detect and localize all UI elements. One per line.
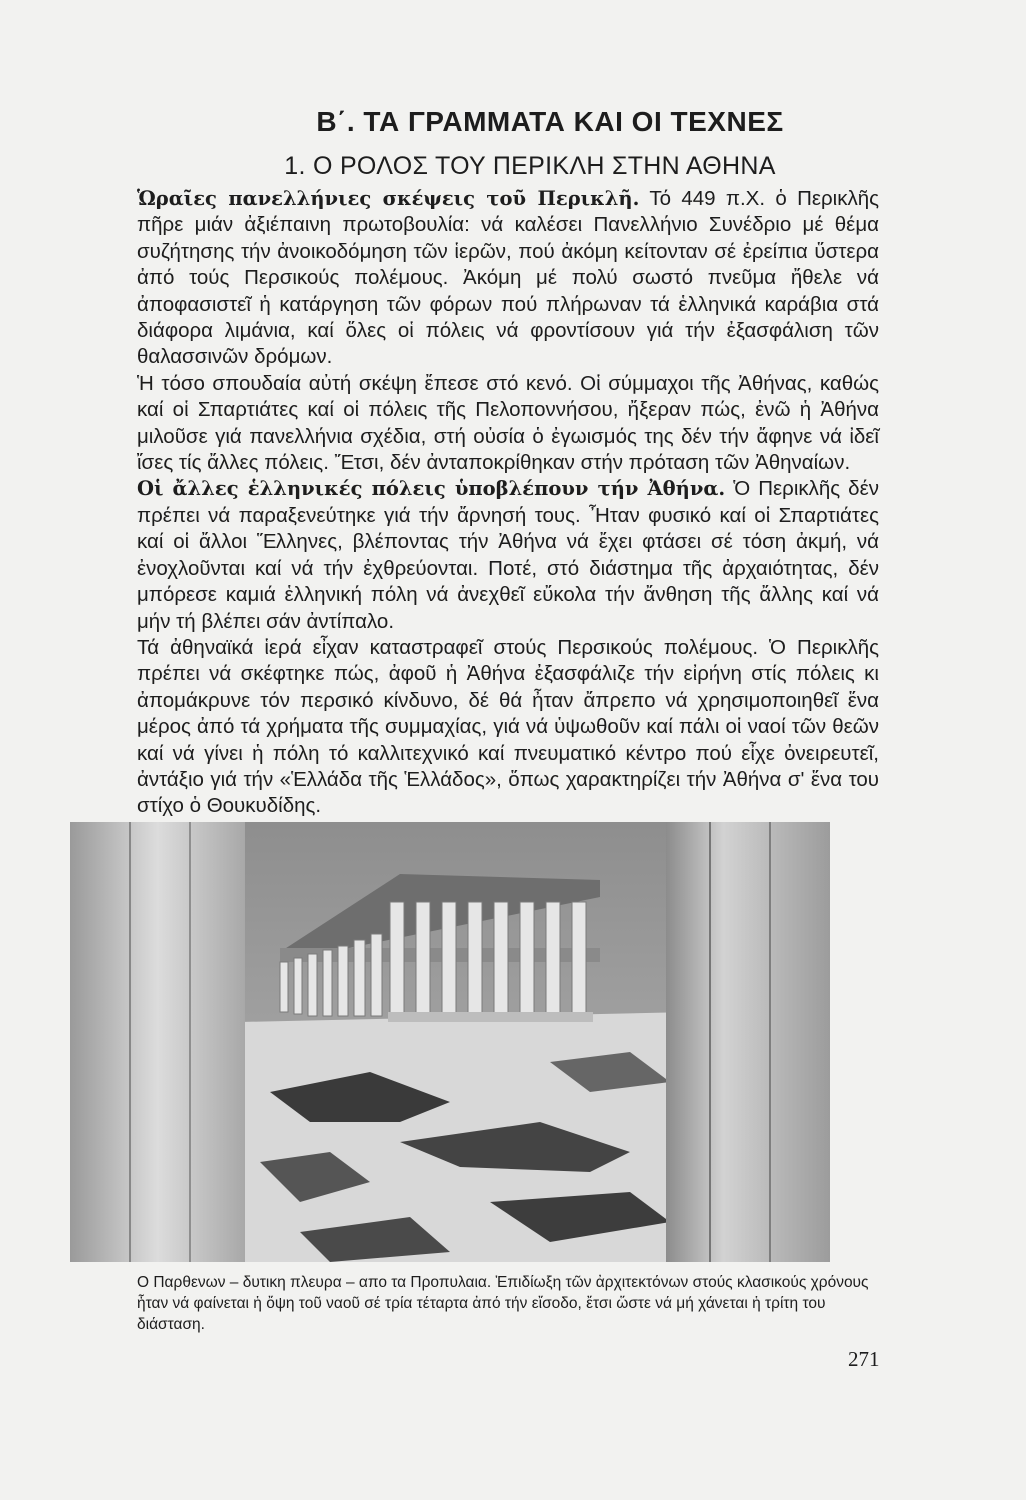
chapter-title: Β΄. ΤΑ ΓΡΑΜΜΑΤΑ ΚΑΙ ΟΙ ΤΕΧΝΕΣ bbox=[316, 106, 784, 137]
body-text bbox=[137, 186, 879, 820]
paragraph-heading: Ὡραῖες πανελλήνιες σκέψεις τοῦ Περικλῆ. bbox=[137, 187, 640, 210]
page-number: 271 bbox=[848, 1347, 880, 1371]
photo-caption bbox=[137, 1272, 887, 1335]
paragraph bbox=[137, 371, 879, 477]
paragraph bbox=[137, 635, 879, 820]
section-title: 1. Ο ΡΟΛΟΣ ΤΟΥ ΠΕΡΙΚΛΗ ΣΤΗΝ ΑΘΗΝΑ bbox=[284, 152, 776, 180]
paragraph-heading: Οἱ ἄλλες ἑλληνικές πόλεις ὑποβλέπουν τήν Ἀθήνα. bbox=[137, 477, 726, 501]
paragraph-text: Ἡ τόσο σπουδαία αὐτή σκέψη ἔπεσε στό κενό. Οἱ σύμμαχοι τῆς Ἀθήνας, καθώς καί οἱ Σπαρτιάτες καί οἱ πόλεις τῆς Πελοποννήσου, ἤξεραν πώς, ἐνῶ ἡ Ἀθήνα μιλοῦσε γιά πανελλήνια σχέδια, στή οὐσία ὁ ἐγωισμός της δέν τήν ἄφηνε νά ἰδεῖ ἴσες τίς ἄλλες πόλεις. Ἔτσι, δέν ἀνταποκρίθηκαν στήν πρόταση τῶν Ἀθηναίων. bbox=[137, 371, 879, 475]
parthenon-illustration bbox=[70, 822, 830, 1262]
paragraph-text: Τά ἀθηναϊκά ἱερά εἶχαν καταστραφεῖ στούς Περσικούς πολέμους. Ὁ Περικλῆς πρέπει νά σκέφτηκε πώς, ἀφοῦ ἡ Ἀθήνα ἐξασφάλιζε τήν εἰρήνη στίς πόλεις κι ἀπομάκρυνε τόν περσικό κίνδυνο, δέ θά ἦταν ἄπρεπο νά χρησιμοποιηθεῖ ἕνα μέρος ἀπό τά χρήματα τῆς συμμαχίας, γιά νά ὑψωθοῦν καί πάλι οἱ ναοί τῶν θεῶν καί νά γίνει ἡ πόλη τό καλλιτεχνικό καί πνευματικό κέντρο πού εἶχε ὀνειρευτεῖ, ἀντάξιο γιά τήν «Ἑλλάδα τῆς Ἑλλάδος», ὅπως χαρακτηρίζει τήν Ἀθήνα σ' ἕνα του στίχο ὁ Θουκυδίδης. bbox=[137, 635, 879, 818]
caption-text: Ο Παρθενων – δυτικη πλευρα – απο τα Προπυλαια. Ἐπιδίωξη τῶν ἀρχιτεκτόνων στούς κλασικούς χρόνους ἦταν νά φαίνεται ἡ ὄψη τοῦ ναοῦ σέ τρία τέταρτα ἀπό τήν εἴσοδο, ἔτσι ὥστε νά μή χάνεται ἡ τρίτη του διάσταση. bbox=[137, 1274, 869, 1333]
parthenon-photo bbox=[70, 822, 830, 1262]
paragraph-text: Τό 449 π.Χ. ὁ Περικλῆς πῆρε μιάν ἀξιέπαινη πρωτοβουλία: νά καλέσει Πανελλήνιο Συνέδριο μέ θέμα συζήτησης τήν ἀνοικοδόμηση τῶν ἱερῶν, πού ἀκόμη κείτονταν σέ ἐρείπια ὕστερα ἀπό τούς Περσικούς πολέμους. Ἀκόμη μέ πολύ σωστό πνεῦμα ἤθελε νά ἀποφασιστεῖ ἡ κατάργηση τῶν φόρων πού πλήρωναν τά ἑλληνικά καράβια στά διάφορα λιμάνια, καί ὅλες οἱ πόλεις νά φροντίσουν γιά τήν ἐξασφάλιση τῶν θαλασσινῶν δρόμων. bbox=[137, 187, 880, 369]
paragraph bbox=[137, 186, 879, 371]
paragraph-text: Ὁ Περικλῆς δέν πρέπει νά παραξενεύτηκε γιά τήν ἄρνησή τους. Ἦταν φυσικό καί οἱ Σπαρτιάτες καί οἱ ἄλλοι Ἕλληνες, βλέποντας τήν Ἀθήνα νά ἔχει φτάσει σέ τόση ἀκμή, νά ἐνοχλοῦνται καί νά τήν ἐχθρεύονται. Ποτέ, στό διάστημα τῆς ἀρχαιότητας, δέν μπόρεσε καμιά ἑλληνική πόλη νά ἀνεχθεῖ εὔκολα τήν ἄνθηση τῆς ἄλλης καί νά μήν τή βλέπει σάν ἀντίπαλο. bbox=[137, 477, 879, 633]
paragraph bbox=[137, 476, 879, 634]
